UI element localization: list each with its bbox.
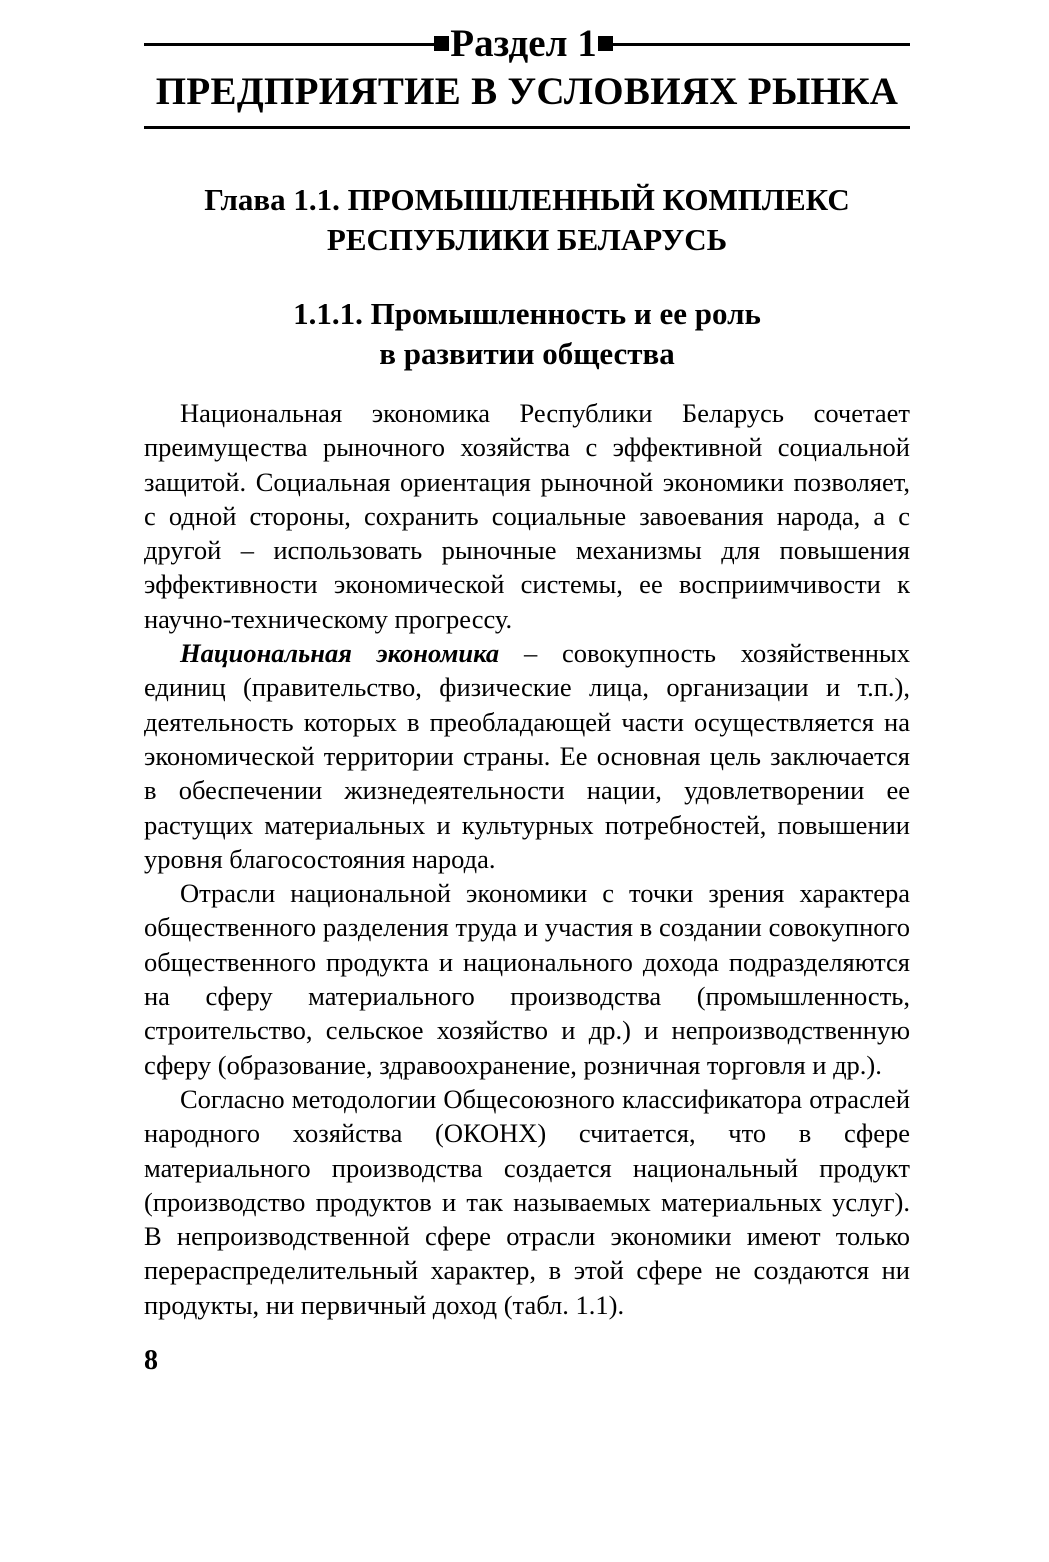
paragraph-1: Национальная экономика Республики Беларусь сочетает преимущества рыночного хозяйства с эффективной социальной защитой. Социальная ориентация рыночной экономики позволяет, с одной стороны, сохранить социальные завоевания народа, а с другой – использовать рыночные механизмы для повышения эффективности экономической системы, ее восприимчивости к научно-техническому прогрессу. <box>144 398 910 634</box>
page-number: 8 <box>144 1345 158 1376</box>
section-square-left <box>434 36 449 51</box>
book-page <box>144 0 910 1562</box>
paragraph-2-text: – совокупность хозяйственных единиц (правительство, физические лица, организации и т.п.), деятельность которых в преобладающей части осуществляется на экономической территории страны. Ее основная цель заключается в обеспечении жизнедеятельности нации, удовлетворении ее растущих материальных и культурных потребностей, повышении уровня благосостояния народа. <box>144 638 910 874</box>
section-rule-right <box>612 43 910 46</box>
section-square-right <box>598 36 613 51</box>
body-text <box>144 396 910 1322</box>
paragraph-2 <box>144 636 910 876</box>
section-label: Раздел 1 <box>450 22 597 65</box>
section-title: ПРЕДПРИЯТИЕ В УСЛОВИЯХ РЫНКА <box>155 70 899 113</box>
chapter-title <box>144 180 910 260</box>
subsection-title-line-2: в развитии общества <box>379 336 675 371</box>
defined-term: Национальная экономика <box>180 638 500 669</box>
section-rule-left <box>144 43 434 46</box>
section-header <box>144 22 910 66</box>
chapter-title-line-1: Глава 1.1. ПРОМЫШЛЕННЫЙ КОМПЛЕКС <box>204 182 850 217</box>
subsection-title-line-1: 1.1.1. Промышленность и ее роль <box>293 296 761 331</box>
section-bottom-rule <box>144 126 910 129</box>
chapter-title-line-2: РЕСПУБЛИКИ БЕЛАРУСЬ <box>326 222 728 257</box>
paragraph-4: Согласно методологии Общесоюзного классификатора отраслей народного хозяйства (ОКОНХ) считается, что в сфере материального производства создается национальный продукт (производство продуктов и так называемых материальных услуг). В непроизводственной сфере отрасли экономики имеют только перераспределительный характер, в этой сфере не создаются ни продукты, ни первичный доход (табл. 1.1). <box>144 1083 910 1320</box>
paragraph-3: Отрасли национальной экономики с точки зрения характера общественного разделения труда и участия в создании совокупного общественного продукта и национального дохода подразделяются на сферу материального производства (промышленность, строительство, сельское хозяйство и др.) и непроизводственную сферу (образование, здравоохранение, розничная торговля и др.). <box>144 878 910 1080</box>
subsection-title <box>144 294 910 374</box>
